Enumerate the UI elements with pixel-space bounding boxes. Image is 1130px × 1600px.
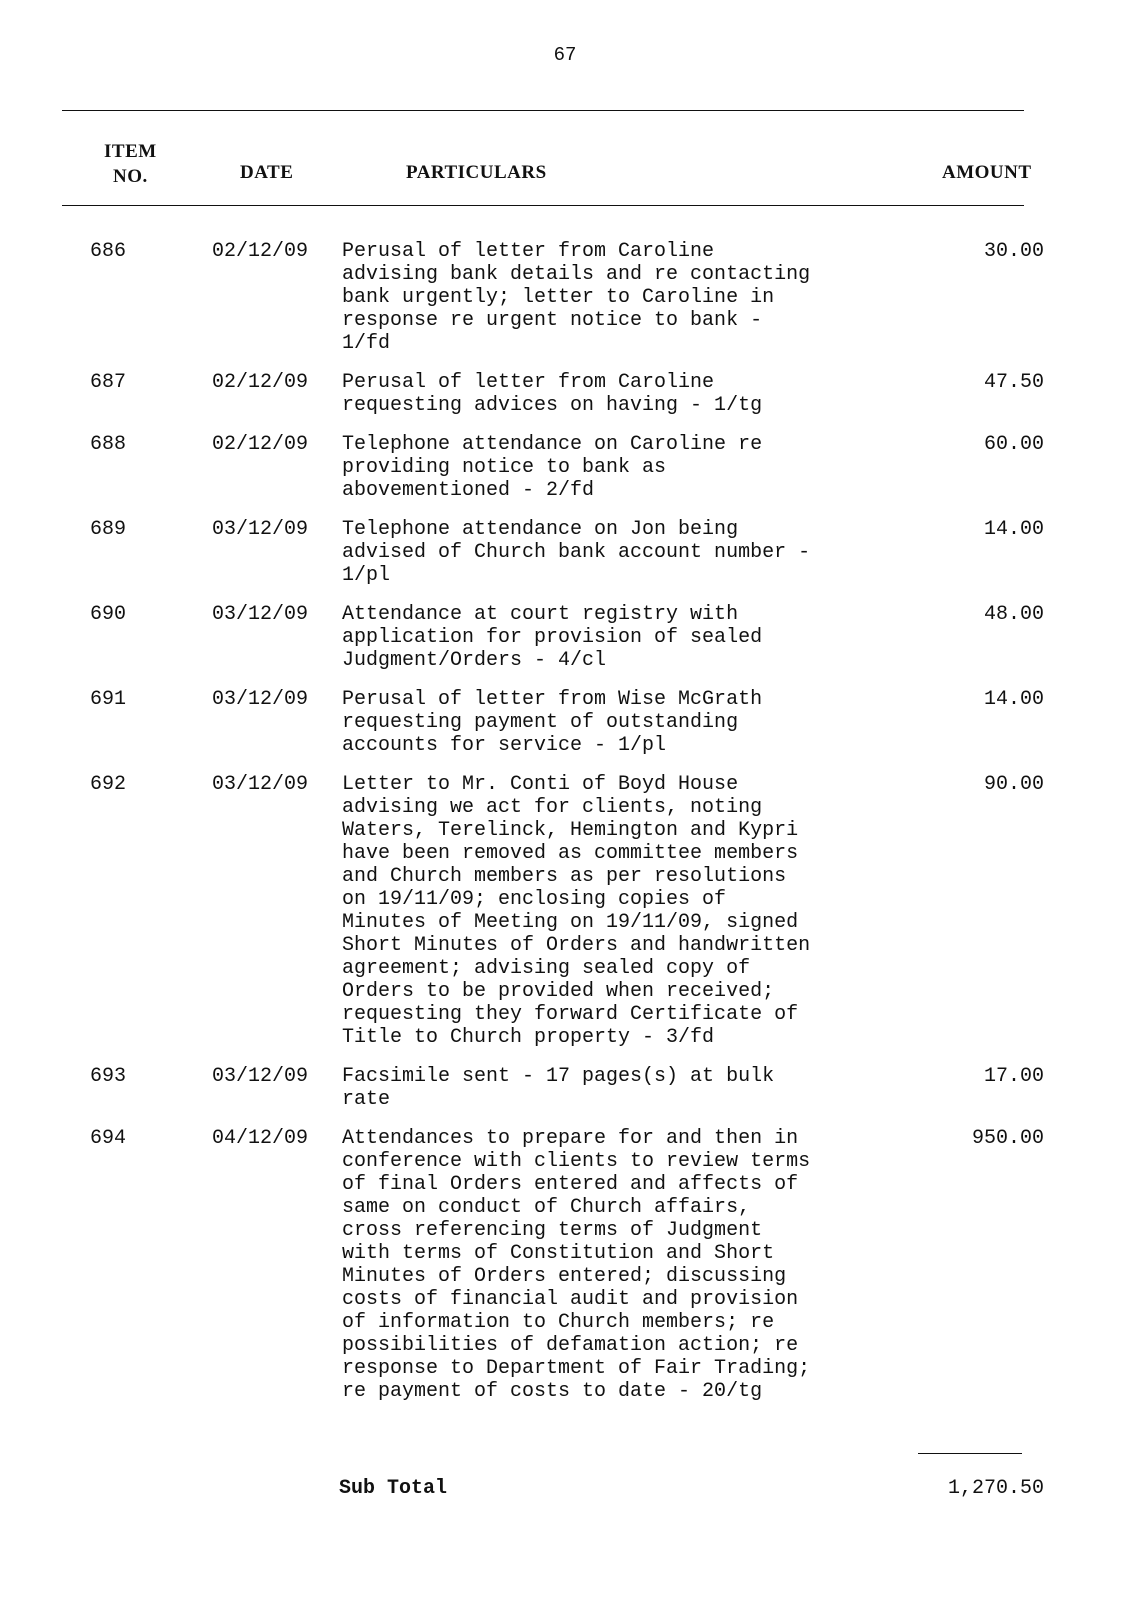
ledger-entries: [0, 240, 1130, 1419]
header-bottom-rule: [62, 205, 1024, 206]
entry-particulars: Telephone attendance on Caroline re providing notice to bank as abovementioned - 2/fd: [342, 433, 763, 502]
ledger-entry: [0, 371, 1130, 417]
entry-item-no: 689: [90, 518, 127, 541]
entry-amount: 14.00: [983, 518, 1044, 541]
entry-particulars: Perusal of letter from Caroline advising bank details and re contacting bank urgently; letter to Caroline in response re urgent notice to bank - 1/fd: [342, 240, 811, 355]
entry-amount: 17.00: [983, 1065, 1044, 1088]
ledger-entry: [0, 1127, 1130, 1403]
entry-date: 03/12/09: [212, 688, 309, 711]
entry-particulars: Facsimile sent - 17 pages(s) at bulk rate: [342, 1065, 775, 1111]
ledger-entry: [0, 603, 1130, 672]
page-number: 67: [553, 44, 577, 66]
header-top-rule: [62, 110, 1024, 111]
entry-date: 04/12/09: [212, 1127, 309, 1150]
entry-item-no: 690: [90, 603, 127, 626]
entry-particulars: Attendance at court registry with application for provision of sealed Judgment/Orders - 4/cl: [342, 603, 763, 672]
entry-particulars: Letter to Mr. Conti of Boyd House advising we act for clients, noting Waters, Terelinck, Hemington and Kypri have been removed as committee members and Church members as per resolutions on 19/11/09; enclosing copies of Minutes of Meeting on 19/11/09, signed Short Minutes of Orders and handwritten agreement; advising sealed copy of Orders to be provided when received; requesting they forward Certificate of Title to Church property - 3/fd: [342, 773, 811, 1049]
entry-particulars: Perusal of letter from Wise McGrath requesting payment of outstanding accounts for service - 1/pl: [342, 688, 763, 757]
entry-amount: 48.00: [983, 603, 1044, 626]
column-header-amount: AMOUNT: [942, 162, 1032, 183]
entry-item-no: 692: [90, 773, 127, 796]
ledger-entry: [0, 433, 1130, 502]
entry-date: 02/12/09: [212, 240, 309, 263]
column-header-item-no: ITEM NO.: [104, 141, 157, 187]
entry-date: 02/12/09: [212, 371, 309, 394]
entry-date: 03/12/09: [212, 1065, 309, 1088]
entry-particulars: Telephone attendance on Jon being advised of Church bank account number - 1/pl: [342, 518, 811, 587]
entry-amount: 90.00: [983, 773, 1044, 796]
column-header-particulars: PARTICULARS: [406, 162, 547, 183]
ledger-entry: [0, 688, 1130, 757]
entry-item-no: 688: [90, 433, 127, 456]
column-header-date: DATE: [240, 162, 294, 183]
ledger-entry: [0, 240, 1130, 355]
ledger-entry: [0, 1065, 1130, 1111]
entry-amount: 47.50: [983, 371, 1044, 394]
entry-item-no: 691: [90, 688, 127, 711]
subtotal-rule: [918, 1453, 1022, 1454]
subtotal-amount: 1,270.50: [947, 1477, 1044, 1500]
entry-item-no: 687: [90, 371, 127, 394]
ledger-entry: [0, 773, 1130, 1049]
entry-date: 02/12/09: [212, 433, 309, 456]
entry-amount: 14.00: [983, 688, 1044, 711]
entry-amount: 60.00: [983, 433, 1044, 456]
entry-date: 03/12/09: [212, 603, 309, 626]
entry-item-no: 693: [90, 1065, 127, 1088]
entry-particulars: Attendances to prepare for and then in conference with clients to review terms of final Orders entered and affects of same on conduct of Church affairs, cross referencing terms of Judgment with terms of Constitution and Short Minutes of Orders entered; discussing costs of financial audit and provision of information to Church members; re possibilities of defamation action; re response to Department of Fair Trading; re payment of costs to date - 20/tg: [342, 1127, 811, 1403]
subtotal-label: Sub Total: [339, 1477, 448, 1500]
entry-particulars: Perusal of letter from Caroline requesting advices on having - 1/tg: [342, 371, 763, 417]
entry-amount: 30.00: [983, 240, 1044, 263]
entry-date: 03/12/09: [212, 773, 309, 796]
entry-item-no: 694: [90, 1127, 127, 1150]
ledger-entry: [0, 518, 1130, 587]
entry-item-no: 686: [90, 240, 127, 263]
entry-date: 03/12/09: [212, 518, 309, 541]
entry-amount: 950.00: [971, 1127, 1044, 1150]
